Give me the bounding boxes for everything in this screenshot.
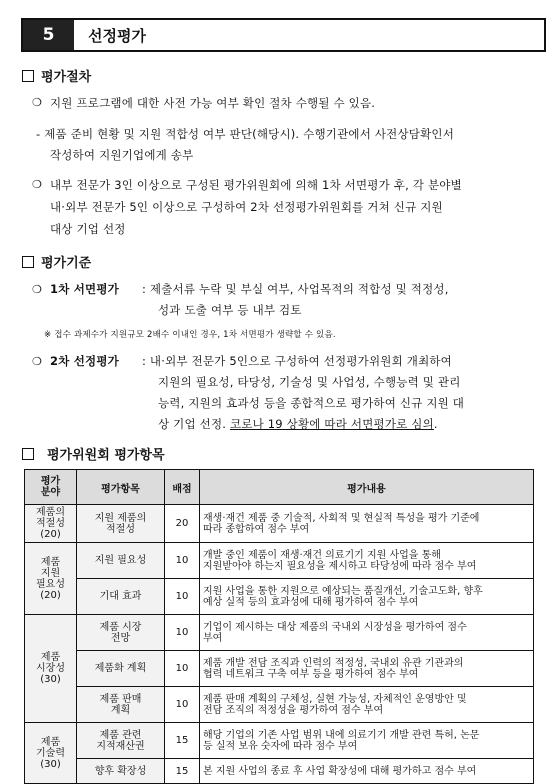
content-cell: 제품 개발 전담 조직과 인력의 적정성, 국내외 유관 기관과의 협력 네트워크 구축 여부 등을 평가하여 점수 부여 (200, 651, 534, 687)
table-row (25, 687, 534, 723)
table-row (25, 651, 534, 687)
content-cell: 지원 사업을 통한 지원으로 예상되는 품질개선, 기술고도화, 향후 예상 실적 등의 효과성에 대해 평가하여 점수 부여 (200, 579, 534, 615)
second-eval-label: 2차 선정평가 (50, 354, 119, 368)
square-bullet-icon (22, 256, 34, 268)
content-cell: 개발 중인 제품이 재생·재건 의료기기 지원 사업을 통해 지원받아야 하는지 필요성을 제시하고 타당성에 따라 점수 부여 (200, 543, 534, 579)
first-eval-line-1: : 제출서류 누락 및 부실 여부, 사업목적의 적합성 및 적정성, (142, 282, 449, 296)
score-cell: 10 (165, 615, 200, 651)
section-title: 선정평가 (88, 26, 146, 45)
item-cell: 제품 판매 계획 (77, 687, 165, 723)
circle-bullet-icon: ❍ (32, 355, 42, 368)
content-cell: 본 지원 사업의 종료 후 사업 확장성에 대해 평가하고 점수 부여 (200, 759, 534, 784)
item-cell: 제품화 계획 (77, 651, 165, 687)
header-content: 평가내용 (200, 470, 534, 505)
item-cell: 기대 효과 (77, 579, 165, 615)
section-number: 5 (23, 20, 74, 50)
area-cell: 제품 기술력 (30) (25, 723, 77, 784)
section-header (21, 18, 546, 52)
circle-bullet-icon: ❍ (32, 283, 42, 296)
table-row (25, 615, 534, 651)
process-heading (22, 66, 91, 85)
table-heading (22, 444, 165, 463)
content-cell: 제품 판매 계획의 구체성, 실현 가능성, 자체적인 운영방안 및 전담 조직의 적정성을 평가하여 점수 부여 (200, 687, 534, 723)
process-detail-line-1: - 제품 준비 현황 및 지원 적합성 여부 판단(해당시). 수행기관에서 사전상담확인서 (36, 127, 455, 141)
item-cell: 지원 제품의 적절성 (77, 505, 165, 543)
table-row (25, 759, 534, 784)
content-cell: 기업이 제시하는 대상 제품의 국내외 시장성을 평가하여 점수 부여 (200, 615, 534, 651)
table-row (25, 505, 534, 543)
first-eval-label: 1차 서면평가 (50, 282, 119, 296)
second-eval-line-4c: . (433, 417, 438, 431)
area-cell: 제품 지원 필요성 (20) (25, 543, 77, 615)
item-cell: 제품 시장 전망 (77, 615, 165, 651)
square-bullet-icon (22, 70, 34, 82)
area-cell: 제품의 적절성 (20) (25, 505, 77, 543)
second-eval-line-4 (158, 416, 438, 432)
table-row (25, 579, 534, 615)
header-area: 평가 분야 (25, 470, 77, 505)
process-heading-text: 평가절차 (41, 70, 92, 85)
score-cell: 10 (165, 543, 200, 579)
second-eval-line-3: 능력, 지원의 효과성 등을 종합적으로 평가하여 신규 지원 대 (158, 396, 465, 410)
content-cell: 재생·재건 제품 중 기술적, 사회적 및 현실적 특성을 평가 기준에 따라 종합하여 점수 부여 (200, 505, 534, 543)
circle-bullet-icon: ❍ (32, 178, 42, 191)
table-row (25, 543, 534, 579)
criteria-heading (22, 252, 91, 271)
second-eval-line-2: 지원의 필요성, 타당성, 기술성 및 사업성, 수행능력 및 관리 (158, 375, 461, 389)
table-heading-text: 평가위원회 평가항목 (47, 448, 165, 463)
header-score: 배점 (165, 470, 200, 505)
evaluation-table (24, 469, 534, 784)
score-cell: 15 (165, 759, 200, 784)
item-cell: 지원 필요성 (77, 543, 165, 579)
process-bullet-1: 지원 프로그램에 대한 사전 가능 여부 확인 절차 수행될 수 있음. (50, 96, 376, 110)
process-detail-line-2: 작성하여 지원기업에게 송부 (50, 148, 194, 162)
header-item: 평가항목 (77, 470, 165, 505)
first-eval-line-2: 성과 도출 여부 등 내부 검토 (158, 303, 302, 317)
score-cell: 10 (165, 579, 200, 615)
circle-bullet-icon: ❍ (32, 96, 42, 109)
score-cell: 20 (165, 505, 200, 543)
second-eval-line-1: : 내·외부 전문가 5인으로 구성하여 선정평가위원회 개최하여 (142, 354, 452, 368)
item-cell: 향후 확장성 (77, 759, 165, 784)
covid-notice: 코로나 19 상황에 따라 서면평가로 심의 (229, 417, 434, 431)
area-cell: 제품 시장성 (30) (25, 615, 77, 723)
process-bullet-2-line-1: 내부 전문가 3인 이상으로 구성된 평가위원회에 의해 1차 서면평가 후, 각 분야별 (50, 178, 462, 192)
square-bullet-icon (22, 448, 34, 460)
criteria-heading-text: 평가기준 (41, 256, 92, 271)
process-bullet-2-line-3: 대상 기업 선정 (50, 222, 126, 236)
content-cell: 해당 기업의 기존 사업 범위 내에 의료기기 개발 관련 특허, 논문 등 실적 보유 숫자에 따라 점수 부여 (200, 723, 534, 759)
score-cell: 10 (165, 651, 200, 687)
table-row (25, 723, 534, 759)
score-cell: 10 (165, 687, 200, 723)
score-cell: 15 (165, 723, 200, 759)
process-bullet-2-line-2: 내·외부 전문가 5인 이상으로 구성하여 2차 선정평가위원회를 거쳐 신규 지원 (50, 200, 443, 214)
second-eval-line-4a: 상 기업 선정. (158, 417, 230, 431)
first-eval-note: ※ 접수 과제수가 지원규모 2배수 이내인 경우, 1차 서면평가 생략할 수 있음. (44, 330, 336, 340)
item-cell: 제품 관련 지적재산권 (77, 723, 165, 759)
